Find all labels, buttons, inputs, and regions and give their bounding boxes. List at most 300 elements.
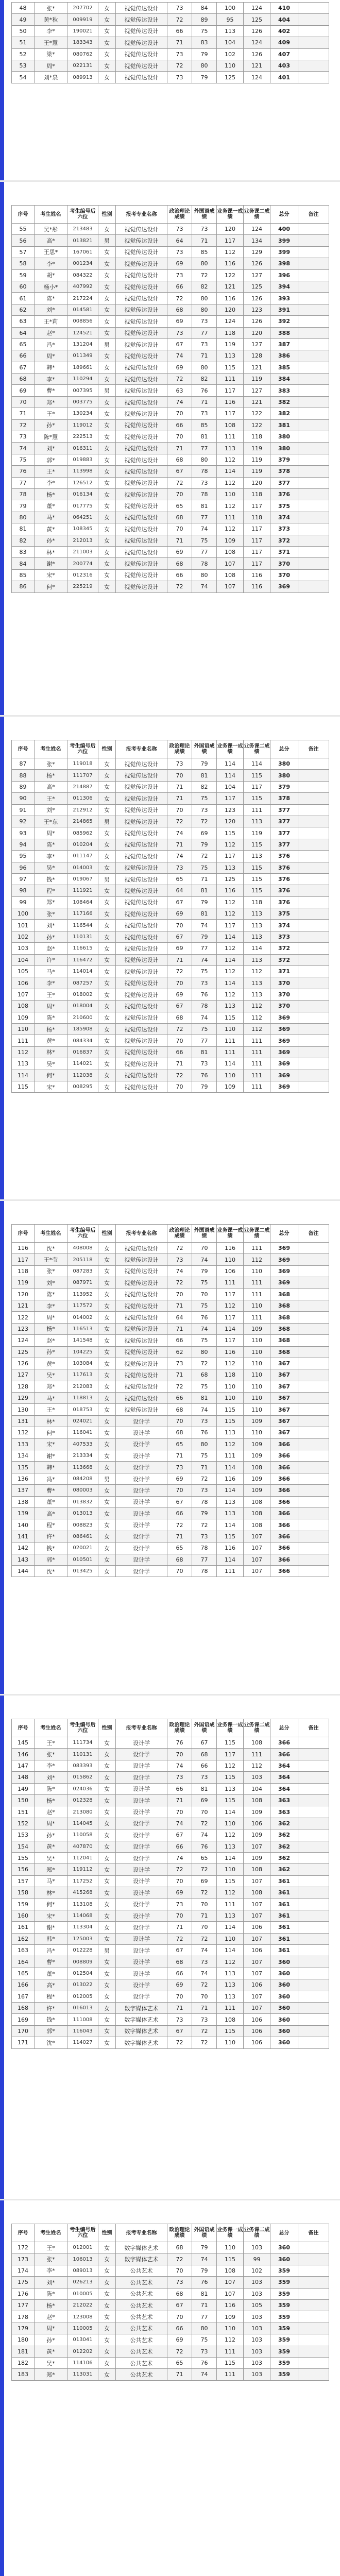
table-cell: 李* — [35, 25, 67, 37]
table-cell: 71 — [192, 350, 217, 362]
table-cell: 女 — [98, 1899, 116, 1910]
table-cell: 78 — [192, 488, 217, 500]
table-cell: 女 — [98, 258, 116, 269]
table-cell: 女 — [98, 1070, 116, 1081]
table-cell: 女 — [98, 1794, 116, 1806]
table-cell: 115 — [244, 862, 270, 873]
table-row — [12, 1404, 329, 1415]
table-cell: 许* — [35, 1531, 67, 1542]
table-cell: 115 — [217, 1772, 244, 1783]
table-cell: 视觉传达设计 — [116, 454, 167, 465]
table-cell: 113 — [217, 1783, 244, 1794]
table-cell: 126 — [244, 25, 270, 37]
table-cell: 72 — [192, 1864, 217, 1875]
table-row — [12, 896, 329, 908]
table-cell: 211003 — [67, 546, 98, 557]
table-cell: 200774 — [67, 558, 98, 569]
table-cell: 77 — [12, 477, 35, 488]
column-header: 考生姓名 — [35, 740, 67, 758]
table-cell: 361 — [270, 1910, 298, 1921]
table-cell: 89 — [12, 781, 35, 792]
table-row — [12, 1485, 329, 1496]
table-cell: 女 — [98, 1369, 116, 1381]
table-cell: 70 — [192, 1289, 217, 1300]
table-cell: 110 — [217, 1070, 244, 1081]
table-cell: 76 — [192, 2277, 217, 2288]
table-cell: 68 — [167, 2242, 192, 2253]
table-cell — [298, 781, 329, 792]
table-cell: 50 — [12, 25, 35, 37]
table-cell: 72 — [192, 2037, 217, 2048]
table-cell: 113 — [217, 1968, 244, 1979]
table-cell: 387 — [270, 338, 298, 350]
table-cell: 宋* — [35, 569, 67, 581]
table-cell: 73 — [167, 224, 192, 235]
table-row — [12, 1243, 329, 1254]
table-cell: 女 — [98, 1968, 116, 1979]
table-cell: 104 — [217, 781, 244, 792]
table-cell: 117 — [244, 535, 270, 546]
table-cell: 85 — [192, 419, 217, 431]
table-cell: 116472 — [67, 954, 98, 965]
table-cell: 董* — [35, 1496, 67, 1507]
column-header: 备注 — [298, 1719, 329, 1737]
table-cell: 375 — [270, 908, 298, 920]
table-cell: 女 — [98, 1933, 116, 1944]
table-row — [12, 1945, 329, 1956]
table-row — [12, 1979, 329, 1991]
table-cell: 366 — [270, 1749, 298, 1760]
table-cell: 217224 — [67, 293, 98, 304]
table-cell: 视觉传达设计 — [116, 827, 167, 839]
table-cell: 刘* — [35, 920, 67, 931]
table-row — [12, 1289, 329, 1300]
table-cell: 087283 — [67, 1265, 98, 1277]
column-header: 业务课一成绩 — [217, 740, 244, 758]
table-cell: 74 — [192, 1968, 217, 1979]
table-cell: 173 — [12, 2253, 35, 2265]
column-header: 政治理论成绩 — [167, 1719, 192, 1737]
table-cell: 74 — [167, 827, 192, 839]
table-cell: 369 — [270, 1023, 298, 1035]
table-cell: 366 — [270, 1519, 298, 1531]
table-cell: 104 — [217, 37, 244, 48]
table-cell: 144 — [12, 1565, 35, 1577]
table-cell: 72 — [192, 1887, 217, 1899]
table-cell: 马* — [35, 966, 67, 977]
table-cell: 366 — [270, 1531, 298, 1542]
table-row — [12, 1346, 329, 1358]
table-cell: 高* — [35, 1507, 67, 1519]
table-cell: 视觉传达设计 — [116, 804, 167, 816]
table-cell: 82 — [12, 535, 35, 546]
table-cell: 何* — [35, 1899, 67, 1910]
table-cell: 117 — [217, 1289, 244, 1300]
table-cell: 116544 — [67, 920, 98, 931]
table-cell: 110 — [217, 488, 244, 500]
table-cell: 孙* — [35, 1829, 67, 1841]
table-cell: 014002 — [67, 1312, 98, 1323]
table-cell: 66 — [167, 2323, 192, 2334]
table-cell: 73 — [192, 1415, 217, 1427]
table-cell: 111 — [217, 2002, 244, 2013]
table-cell — [298, 37, 329, 48]
table-cell: 108 — [244, 1864, 270, 1875]
table-cell: 012228 — [67, 1945, 98, 1956]
table-cell: 111 — [217, 1035, 244, 1046]
table-cell: 172 — [12, 2242, 35, 2253]
table-cell: 何* — [35, 1427, 67, 1438]
table-cell: 126512 — [67, 477, 98, 488]
table-cell: 110 — [244, 1393, 270, 1404]
table-cell: 视觉传达设计 — [116, 896, 167, 908]
table-cell: 94 — [12, 839, 35, 850]
table-cell: 113304 — [67, 1922, 98, 1933]
table-cell: 376 — [270, 851, 298, 862]
table-cell: 设计学 — [116, 1945, 167, 1956]
table-cell — [298, 908, 329, 920]
table-row — [12, 977, 329, 989]
table-cell: 102 — [217, 48, 244, 60]
table-cell: 女 — [98, 558, 116, 569]
table-cell: 112 — [217, 989, 244, 1000]
table-row — [12, 1887, 329, 1899]
table-row — [12, 989, 329, 1000]
table-cell: 71 — [192, 235, 217, 246]
table-row — [12, 431, 329, 443]
table-cell: 72 — [167, 1277, 192, 1289]
table-cell: 69 — [167, 2334, 192, 2346]
table-cell: 男 — [98, 338, 116, 350]
table-cell: 女 — [98, 569, 116, 581]
table-cell: 114 — [217, 931, 244, 942]
table-cell: 女 — [98, 408, 116, 419]
table-cell: 155 — [12, 1852, 35, 1863]
page-separator — [0, 1694, 340, 1696]
table-cell: 120 — [244, 327, 270, 338]
table-cell: 149 — [12, 1783, 35, 1794]
table-cell: 117 — [217, 408, 244, 419]
table-cell: 376 — [270, 862, 298, 873]
table-cell: 79 — [192, 839, 217, 850]
table-cell: 女 — [98, 374, 116, 385]
table-cell: 108 — [217, 419, 244, 431]
table-row — [12, 1519, 329, 1531]
table-cell: 视觉传达设计 — [116, 1046, 167, 1058]
table-cell: 76 — [192, 1070, 217, 1081]
table-cell: 81 — [192, 885, 217, 896]
table-cell: 视觉传达设计 — [116, 1289, 167, 1300]
table-cell — [298, 500, 329, 512]
table-cell: 视觉传达设计 — [116, 1243, 167, 1254]
table-cell: 70 — [167, 1289, 192, 1300]
table-cell: 67 — [167, 896, 192, 908]
table-cell: 108 — [217, 569, 244, 581]
table-cell: 010005 — [67, 2288, 98, 2299]
table-cell: 110131 — [67, 1749, 98, 1760]
table-row — [12, 920, 329, 931]
table-cell: 设计学 — [116, 1852, 167, 1863]
table-cell — [298, 304, 329, 315]
score-table — [11, 1719, 329, 2049]
table-cell: 386 — [270, 350, 298, 362]
table-cell: 99 — [12, 896, 35, 908]
table-cell: 205118 — [67, 1254, 98, 1265]
table-cell: 137 — [12, 1485, 35, 1496]
table-cell — [298, 1531, 329, 1542]
sheet-page — [0, 181, 340, 716]
table-row — [12, 1300, 329, 1311]
table-cell: 108 — [217, 2265, 244, 2276]
table-cell — [298, 885, 329, 896]
table-cell: 161 — [12, 1922, 35, 1933]
table-cell: 116 — [217, 1243, 244, 1254]
table-row — [12, 827, 329, 839]
table-cell: 117613 — [67, 1369, 98, 1381]
table-cell: 77 — [192, 1035, 217, 1046]
table-cell: 设计学 — [116, 1922, 167, 1933]
table-cell: 72 — [192, 269, 217, 281]
table-cell: 黄* — [35, 523, 67, 535]
table-cell: 女 — [98, 37, 116, 48]
table-cell — [298, 1243, 329, 1254]
table-cell — [298, 1012, 329, 1023]
table-cell: 郭* — [35, 1554, 67, 1565]
table-cell: 74 — [167, 1265, 192, 1277]
table-cell: 女 — [98, 1565, 116, 1577]
table-cell: 367 — [270, 1427, 298, 1438]
table-cell — [298, 25, 329, 37]
table-cell: 视觉传达设计 — [116, 862, 167, 873]
table-cell: 视觉传达设计 — [116, 1335, 167, 1346]
table-cell: 111 — [217, 1450, 244, 1462]
table-cell: 019067 — [67, 873, 98, 885]
table-cell: 107 — [244, 1899, 270, 1910]
table-cell: 72 — [167, 60, 192, 71]
table-cell: 62 — [12, 304, 35, 315]
table-cell — [298, 581, 329, 592]
table-cell: 96 — [12, 862, 35, 873]
table-cell: 设计学 — [116, 1427, 167, 1438]
table-row — [12, 1749, 329, 1760]
table-cell: 110131 — [67, 931, 98, 942]
table-row — [12, 2277, 329, 2288]
table-cell: 李* — [35, 977, 67, 989]
column-header: 报考专业名称 — [116, 2224, 167, 2242]
table-cell: 79 — [192, 2265, 217, 2276]
table-cell: 男 — [98, 235, 116, 246]
column-header: 政治理论成绩 — [167, 206, 192, 224]
table-cell: 70 — [167, 1081, 192, 1092]
table-cell: 110 — [244, 1265, 270, 1277]
table-cell: 222513 — [67, 431, 98, 443]
table-cell: 76 — [192, 989, 217, 1000]
table-cell: 设计学 — [116, 1979, 167, 1991]
table-cell: 017775 — [67, 500, 98, 512]
table-cell: 108 — [12, 1001, 35, 1012]
table-cell: 周* — [35, 827, 67, 839]
table-cell: 韩* — [35, 362, 67, 373]
table-cell: 361 — [270, 1887, 298, 1899]
table-cell: 高* — [35, 235, 67, 246]
table-cell: 吴* — [35, 1852, 67, 1863]
table-cell: 视觉传达设计 — [116, 466, 167, 477]
table-cell: 视觉传达设计 — [116, 246, 167, 258]
table-cell: 138 — [12, 1496, 35, 1507]
table-row — [12, 1473, 329, 1484]
table-cell — [298, 72, 329, 83]
table-cell — [298, 1933, 329, 1944]
table-cell — [298, 1543, 329, 1554]
table-cell — [298, 293, 329, 304]
table-cell: 78 — [12, 488, 35, 500]
table-cell: 118 — [12, 1265, 35, 1277]
table-cell — [298, 2346, 329, 2357]
table-cell: 207702 — [67, 3, 98, 14]
table-cell: 001234 — [67, 258, 98, 269]
table-cell: 81 — [192, 2288, 217, 2299]
table-cell: 72 — [167, 1864, 192, 1875]
table-cell: 视觉传达设计 — [116, 1023, 167, 1035]
table-cell: 女 — [98, 1346, 116, 1358]
table-cell: 373 — [270, 931, 298, 942]
table-cell: 179 — [12, 2323, 35, 2334]
table-cell: 114021 — [67, 1058, 98, 1070]
table-cell: 宋* — [35, 1438, 67, 1450]
table-cell: 设计学 — [116, 1760, 167, 1771]
table-cell: 384 — [270, 374, 298, 385]
table-cell: 68 — [192, 1369, 217, 1381]
table-cell: 70 — [167, 1749, 192, 1760]
table-cell: 设计学 — [116, 1507, 167, 1519]
table-cell — [298, 2334, 329, 2346]
table-cell: 024021 — [67, 1415, 98, 1427]
table-cell: 154 — [12, 1841, 35, 1852]
table-cell: 178 — [12, 2311, 35, 2323]
table-row — [12, 258, 329, 269]
table-cell: 男 — [98, 873, 116, 885]
table-cell: 214887 — [67, 781, 98, 792]
table-cell: 115 — [217, 2357, 244, 2368]
table-cell — [298, 14, 329, 25]
table-cell — [298, 1968, 329, 1979]
table-row — [12, 1852, 329, 1863]
table-cell: 377 — [270, 816, 298, 827]
table-cell: 女 — [98, 1415, 116, 1427]
column-header: 外国语成绩 — [192, 740, 217, 758]
table-cell: 106013 — [67, 2253, 98, 2265]
table-cell: 116 — [244, 581, 270, 592]
table-cell: 114 — [217, 758, 244, 770]
table-row — [12, 758, 329, 770]
table-cell: 95 — [12, 851, 35, 862]
table-cell: 012001 — [67, 2242, 98, 2253]
table-cell — [298, 2288, 329, 2299]
table-cell: 366 — [270, 1462, 298, 1473]
table-cell: 视觉传达设计 — [116, 1001, 167, 1012]
table-cell: 111 — [244, 804, 270, 816]
table-cell: 孙* — [35, 1346, 67, 1358]
table-cell: 377 — [270, 804, 298, 816]
table-cell: 74 — [12, 443, 35, 454]
table-cell: 115 — [244, 839, 270, 850]
table-cell: 女 — [98, 1818, 116, 1829]
table-cell: 杨小* — [35, 281, 67, 292]
table-cell: 360 — [270, 2025, 298, 2037]
table-cell: 018004 — [67, 1001, 98, 1012]
table-cell: 76 — [167, 1737, 192, 1749]
table-cell: 数字媒体艺术 — [116, 2014, 167, 2025]
table-cell: 112 — [217, 1956, 244, 1968]
table-cell: 112 — [244, 966, 270, 977]
table-cell: 368 — [270, 1323, 298, 1334]
table-cell — [298, 1887, 329, 1899]
table-cell: 男 — [98, 385, 116, 396]
table-cell: 118 — [217, 1369, 244, 1381]
table-cell: 110 — [244, 1300, 270, 1311]
table-cell — [298, 1507, 329, 1519]
table-cell: 设计学 — [116, 1794, 167, 1806]
table-cell: 109 — [244, 1829, 270, 1841]
table-cell: 110 — [244, 1335, 270, 1346]
table-cell: 70 — [167, 523, 192, 535]
table-cell: 158 — [12, 1887, 35, 1899]
table-cell: 女 — [98, 246, 116, 258]
table-cell: 367 — [270, 1369, 298, 1381]
table-cell: 女 — [98, 2037, 116, 2048]
table-row — [12, 1565, 329, 1577]
table-cell: 114 — [217, 1323, 244, 1334]
table-row — [12, 1381, 329, 1392]
table-cell: 126 — [244, 258, 270, 269]
table-cell: 视觉传达设计 — [116, 14, 167, 25]
table-cell: 74 — [192, 1404, 217, 1415]
table-cell: 73 — [192, 1772, 217, 1783]
column-header: 业务课一成绩 — [217, 2224, 244, 2242]
table-cell: 女 — [98, 862, 116, 873]
table-cell: 112 — [217, 500, 244, 512]
table-row — [12, 1910, 329, 1921]
table-cell: 女 — [98, 500, 116, 512]
table-row — [12, 1081, 329, 1092]
table-row — [12, 1554, 329, 1565]
table-cell: 123 — [217, 804, 244, 816]
table-cell: 视觉传达设计 — [116, 873, 167, 885]
table-cell: 李* — [35, 1760, 67, 1771]
table-cell: 112 — [244, 1012, 270, 1023]
table-cell: 107 — [244, 1956, 270, 1968]
table-cell: 378 — [270, 466, 298, 477]
table-row — [12, 1254, 329, 1265]
table-cell: 女 — [98, 419, 116, 431]
table-cell: 109 — [12, 1012, 35, 1023]
table-cell: 66 — [167, 1507, 192, 1519]
table-cell: 76 — [192, 385, 217, 396]
table-cell: 109 — [244, 1473, 270, 1484]
table-row — [12, 1265, 329, 1277]
table-cell: 115 — [244, 793, 270, 804]
table-cell: 视觉传达设计 — [116, 235, 167, 246]
table-cell: 402 — [270, 25, 298, 37]
table-row — [12, 1956, 329, 1968]
column-header: 总分 — [270, 206, 298, 224]
sheet-page — [0, 2200, 340, 2576]
table-cell — [298, 1070, 329, 1081]
table-row — [12, 1427, 329, 1438]
table-cell: 010204 — [67, 839, 98, 850]
table-cell: 68 — [167, 558, 192, 569]
table-row — [12, 839, 329, 850]
